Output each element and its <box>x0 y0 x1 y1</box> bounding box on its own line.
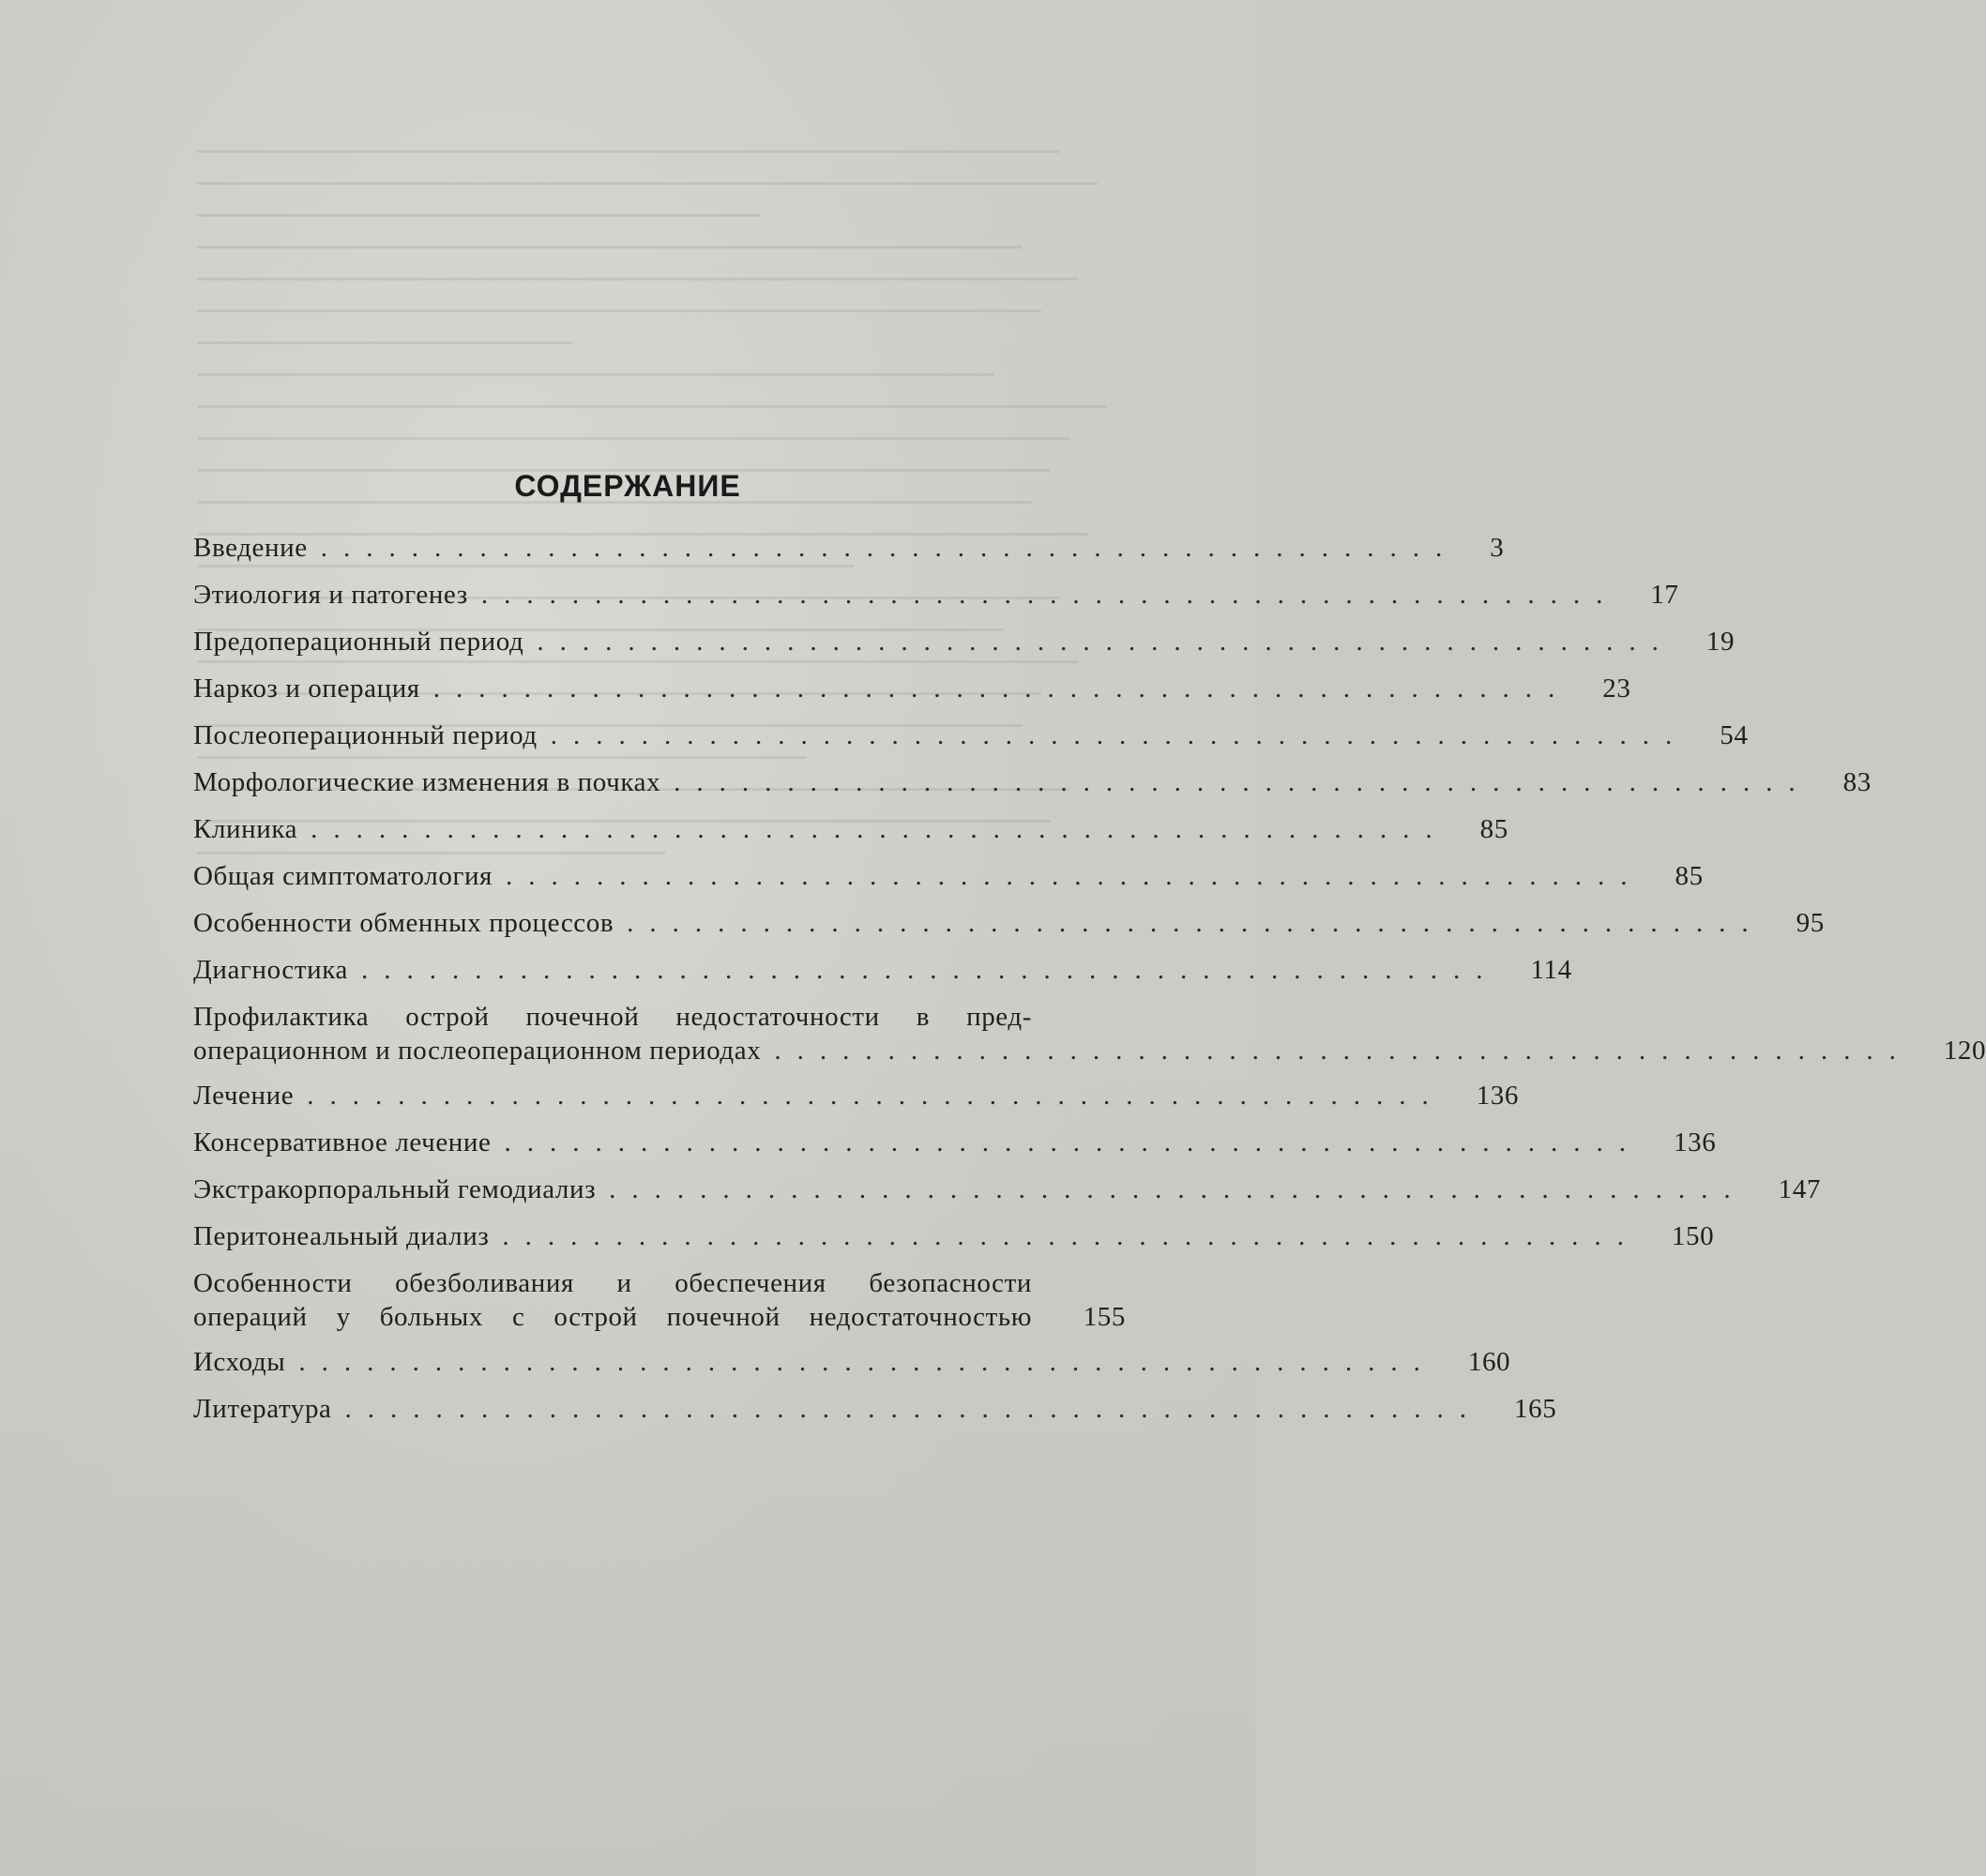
toc-entry-label-line1: Профилактика острой почечной недостаточности в пред- <box>193 1002 1032 1032</box>
toc-entry-introduction <box>193 531 1505 578</box>
toc-entry-page: 136 <box>1674 1127 1717 1157</box>
toc-entry-label: Клиника <box>193 814 298 844</box>
toc-entry-page: 54 <box>1720 720 1749 750</box>
toc-entry-label: Морфологические изменения в почках <box>193 767 661 797</box>
toc-entry-outcomes <box>193 1345 1511 1392</box>
leader-dots: .................................................. <box>344 1394 1483 1424</box>
toc-entry-diagnostics <box>193 953 1572 1000</box>
leader-dots: .................................................. <box>537 627 1675 657</box>
leader-dots: .................................................. <box>609 1174 1747 1204</box>
leader-dots: .................................................. <box>506 861 1644 891</box>
toc-entry-label: Этиология и патогенез <box>193 580 468 610</box>
toc-entry-page: 155 <box>1083 1302 1126 1332</box>
toc-entry-page: 23 <box>1602 673 1631 704</box>
toc-entry-label: Предоперационный период <box>193 627 524 657</box>
toc-entry-page: 85 <box>1675 861 1704 891</box>
toc-entry-label: Литература <box>193 1394 332 1424</box>
toc-entry-label: Лечение <box>193 1081 295 1111</box>
toc-entry-label: Консервативное лечение <box>193 1127 492 1157</box>
leader-dots: .................................................. <box>550 720 1689 750</box>
leader-dots: .................................................. <box>311 814 1448 844</box>
toc-entry-anesthesia <box>193 672 1631 719</box>
toc-entry-page: 150 <box>1671 1221 1715 1251</box>
leader-dots: .................................................. <box>774 1036 1912 1066</box>
toc-entry-label-line2: операционном и послеоперационном периодах <box>193 1036 762 1066</box>
leader-dots: .................................................. <box>504 1127 1643 1157</box>
toc-entry-anesthesia-safety <box>193 1266 1126 1345</box>
toc-entry-page: 19 <box>1706 627 1736 657</box>
toc-entry-page: 147 <box>1778 1174 1821 1204</box>
toc-entry-label: Общая симптоматология <box>193 861 493 891</box>
leader-dots: .................................................. <box>361 955 1499 985</box>
page-title: СОДЕРЖАНИЕ <box>514 469 741 503</box>
toc-entry-page: 3 <box>1490 533 1505 563</box>
toc-entry-conservative <box>193 1126 1717 1172</box>
toc-entry-morphology <box>193 765 1872 812</box>
toc-entry-label: Особенности обменных процессов <box>193 908 614 938</box>
toc-entry-label: Перитонеальный диализ <box>193 1221 490 1251</box>
toc-entry-page: 95 <box>1796 908 1825 938</box>
toc-entry-label-line1: Особенности обезболивания и обеспечения безопасности <box>193 1268 1032 1298</box>
leader-dots: .................................................. <box>320 533 1459 563</box>
leader-dots: .................................................. <box>432 673 1571 704</box>
leader-dots: .................................................. <box>674 767 1812 797</box>
toc-entry-page: 120 <box>1943 1036 1986 1066</box>
toc-entry-peritoneal <box>193 1219 1715 1266</box>
toc-entry-preoperative <box>193 625 1736 672</box>
toc-entry-page: 114 <box>1530 955 1572 985</box>
toc-entry-symptomatology <box>193 859 1704 906</box>
toc-entry-clinic <box>193 812 1508 859</box>
leader-dots: .................................................. <box>307 1081 1445 1111</box>
toc-entry-prevention <box>193 1000 1986 1079</box>
toc-entry-label: Экстракорпоральный гемодиализ <box>193 1174 597 1204</box>
toc-entry-page: 85 <box>1479 814 1508 844</box>
leader-dots: .................................................. <box>480 580 1619 610</box>
leader-dots: .................................................. <box>502 1221 1640 1251</box>
toc-entry-page: 136 <box>1476 1081 1519 1111</box>
toc-entry-label: Введение <box>193 533 308 563</box>
toc-entry-postoperative <box>193 719 1749 765</box>
toc-entry-page: 165 <box>1514 1394 1557 1424</box>
toc-entry-page: 17 <box>1650 580 1679 610</box>
toc-entry-metabolic <box>193 906 1825 953</box>
toc-entry-label: Исходы <box>193 1347 286 1377</box>
toc-entry-label-line2: операций у больных с острой почечной недостаточностью <box>193 1302 1032 1332</box>
toc-entry-etiology <box>193 578 1679 625</box>
toc-entry-label: Послеоперационный период <box>193 720 538 750</box>
toc-entry-hemodialysis <box>193 1172 1821 1219</box>
toc-entry-page: 83 <box>1842 767 1872 797</box>
leader-dots: .................................................. <box>627 908 1765 938</box>
toc-entry-label: Наркоз и операция <box>193 673 420 704</box>
toc-entry-literature <box>193 1392 1557 1439</box>
toc-entry-label: Диагностика <box>193 955 348 985</box>
toc-entry-page: 160 <box>1467 1347 1511 1377</box>
toc-entry-treatment <box>193 1079 1519 1126</box>
table-of-contents <box>193 531 1986 1439</box>
leader-dots: .................................................. <box>298 1347 1436 1377</box>
